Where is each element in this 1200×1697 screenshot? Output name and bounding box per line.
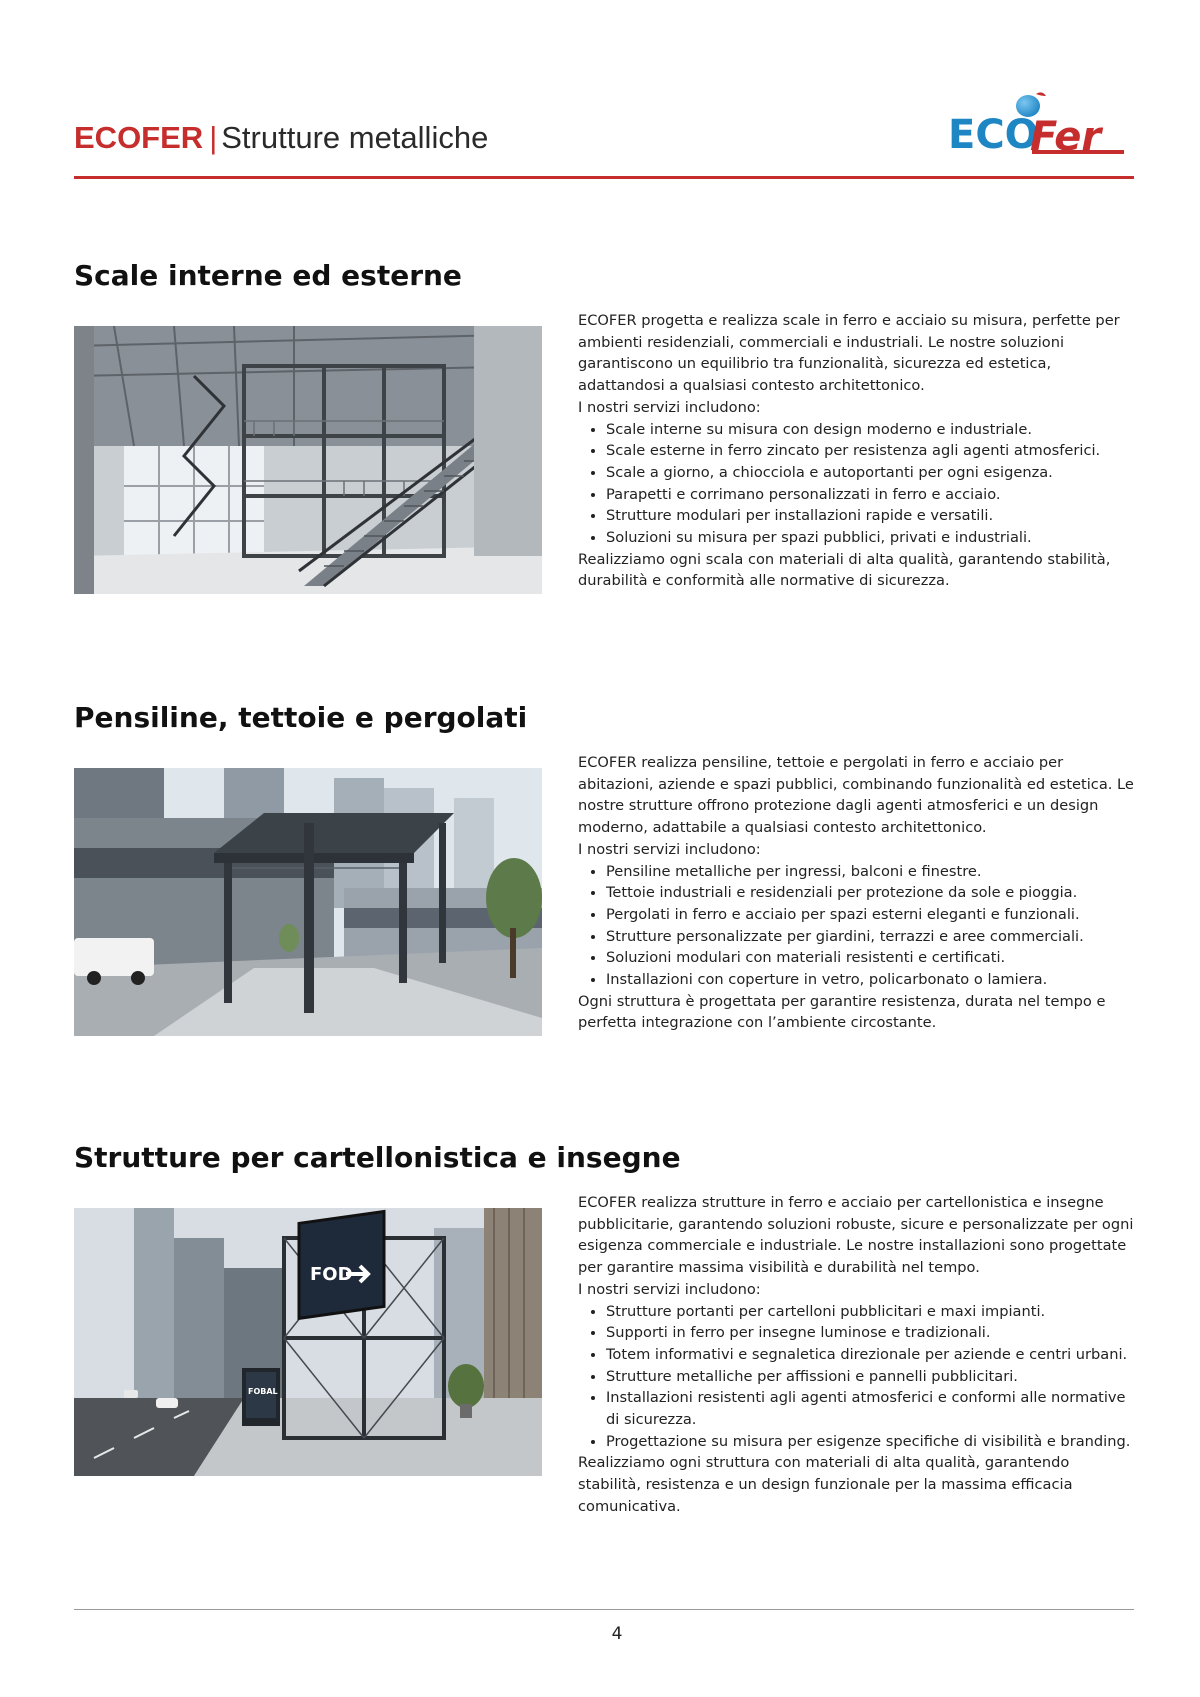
services-list — [578, 1301, 1134, 1453]
title-separator: | — [209, 120, 218, 155]
section-signage — [74, 1140, 1134, 1515]
section-title: Strutture per cartellonistica e insegne — [74, 1141, 681, 1174]
list-item: • Tettoie industriali e residenziali per protezione da sole e pioggia. — [606, 882, 1134, 904]
list-item: • Supporti in ferro per insegne luminose e tradizionali. — [606, 1322, 1134, 1344]
list-item: • Totem informativi e segnaletica direzionale per aziende e centri urbani. — [606, 1344, 1134, 1366]
logo-eco-text: ECO — [948, 112, 1039, 158]
section-canopies — [74, 700, 1134, 1032]
list-item: • Strutture personalizzate per giardini, terrazzi e aree commerciali. — [606, 926, 1134, 948]
services-label: I nostri servizi includono: — [578, 398, 761, 416]
list-item: • Soluzioni modulari con materiali resistenti e certificati. — [606, 947, 1134, 969]
header-subtitle: Strutture metalliche — [221, 120, 489, 155]
section-stairs — [74, 258, 1134, 590]
canopy-image — [74, 768, 542, 1036]
totem-text: FOBAL — [248, 1387, 278, 1396]
section-intro: ECOFER progetta e realizza scale in ferro e acciaio su misura, perfette per ambienti residenziali, commerciali e industriali. Le nostre soluzioni garantiscono un equilibrio tra funzionalità, sicurezza ed estetica, adattandosi a qualsiasi contesto architettonico. — [578, 312, 1120, 395]
section-intro: ECOFER realizza strutture in ferro e acciaio per cartellonistica e insegne pubblicitarie, garantendo soluzioni robuste, sicure e personalizzate per ogni esigenza commerciale e industriale. Le nostre installazioni sono progettate per garantire massima visibilità e durabilità nel tempo. — [578, 1194, 1134, 1277]
ecofer-logo — [944, 88, 1134, 160]
services-list — [578, 861, 1134, 991]
section-closing: Realizziamo ogni scala con materiali di alta qualità, garantendo stabilità, durabilità e conformità alle normative di sicurezza. — [578, 550, 1111, 590]
logo-fer-text: Fer — [1030, 114, 1102, 160]
list-item: • Soluzioni su misura per spazi pubblici, privati e industriali. — [606, 527, 1134, 549]
section-text — [578, 310, 1134, 592]
footer-divider — [74, 1609, 1134, 1610]
list-item: • Progettazione su misura per esigenze specifiche di visibilità e branding. — [606, 1431, 1134, 1453]
list-item: • Installazioni resistenti agli agenti atmosferici e conformi alle normative di sicurezza. — [606, 1387, 1134, 1430]
section-intro: ECOFER realizza pensiline, tettoie e pergolati in ferro e acciaio per abitazioni, aziende e spazi pubblici, combinando funzionalità ed estetica. Le nostre strutture offrono protezione dagli agenti atmosferici e un design moderno, adattabile a qualsiasi contesto architettonico. — [578, 754, 1134, 837]
services-list — [578, 419, 1134, 549]
list-item: • Scale interne su misura con design moderno e industriale. — [606, 419, 1134, 441]
list-item: • Pergolati in ferro e acciaio per spazi esterni eleganti e funzionali. — [606, 904, 1134, 926]
list-item: • Parapetti e corrimano personalizzati in ferro e acciaio. — [606, 484, 1134, 506]
brand-name: ECOFER — [74, 120, 204, 155]
list-item: • Pensiline metalliche per ingressi, balconi e finestre. — [606, 861, 1134, 883]
list-item: • Strutture portanti per cartelloni pubblicitari e maxi impianti. — [606, 1301, 1134, 1323]
list-item: • Scale a giorno, a chiocciola e autoportanti per ogni esigenza. — [606, 462, 1134, 484]
list-item: • Scale esterne in ferro zincato per resistenza agli agenti atmosferici. — [606, 440, 1134, 462]
stairs-image — [74, 326, 542, 594]
services-label: I nostri servizi includono: — [578, 1280, 761, 1298]
list-item: • Strutture metalliche per affissioni e pannelli pubblicitari. — [606, 1366, 1134, 1388]
section-text — [578, 1192, 1134, 1518]
section-text — [578, 752, 1134, 1034]
list-item: • Strutture modulari per installazioni rapide e versatili. — [606, 505, 1134, 527]
header-divider — [74, 176, 1134, 179]
services-label: I nostri servizi includono: — [578, 840, 761, 858]
billboard-text: FOD — [310, 1264, 353, 1285]
section-title: Scale interne ed esterne — [74, 259, 462, 292]
section-closing: Realizziamo ogni struttura con materiali di alta qualità, garantendo stabilità, resistenza e un design funzionale per la massima efficacia comunicativa. — [578, 1454, 1073, 1515]
list-item: • Installazioni con coperture in vetro, policarbonato o lamiera. — [606, 969, 1134, 991]
section-title: Pensiline, tettoie e pergolati — [74, 701, 528, 734]
billboard-image — [74, 1208, 542, 1476]
page-number: 4 — [611, 1624, 623, 1644]
section-closing: Ogni struttura è progettata per garantire resistenza, durata nel tempo e perfetta integrazione con l’ambiente circostante. — [578, 992, 1106, 1032]
header-title — [74, 118, 488, 158]
